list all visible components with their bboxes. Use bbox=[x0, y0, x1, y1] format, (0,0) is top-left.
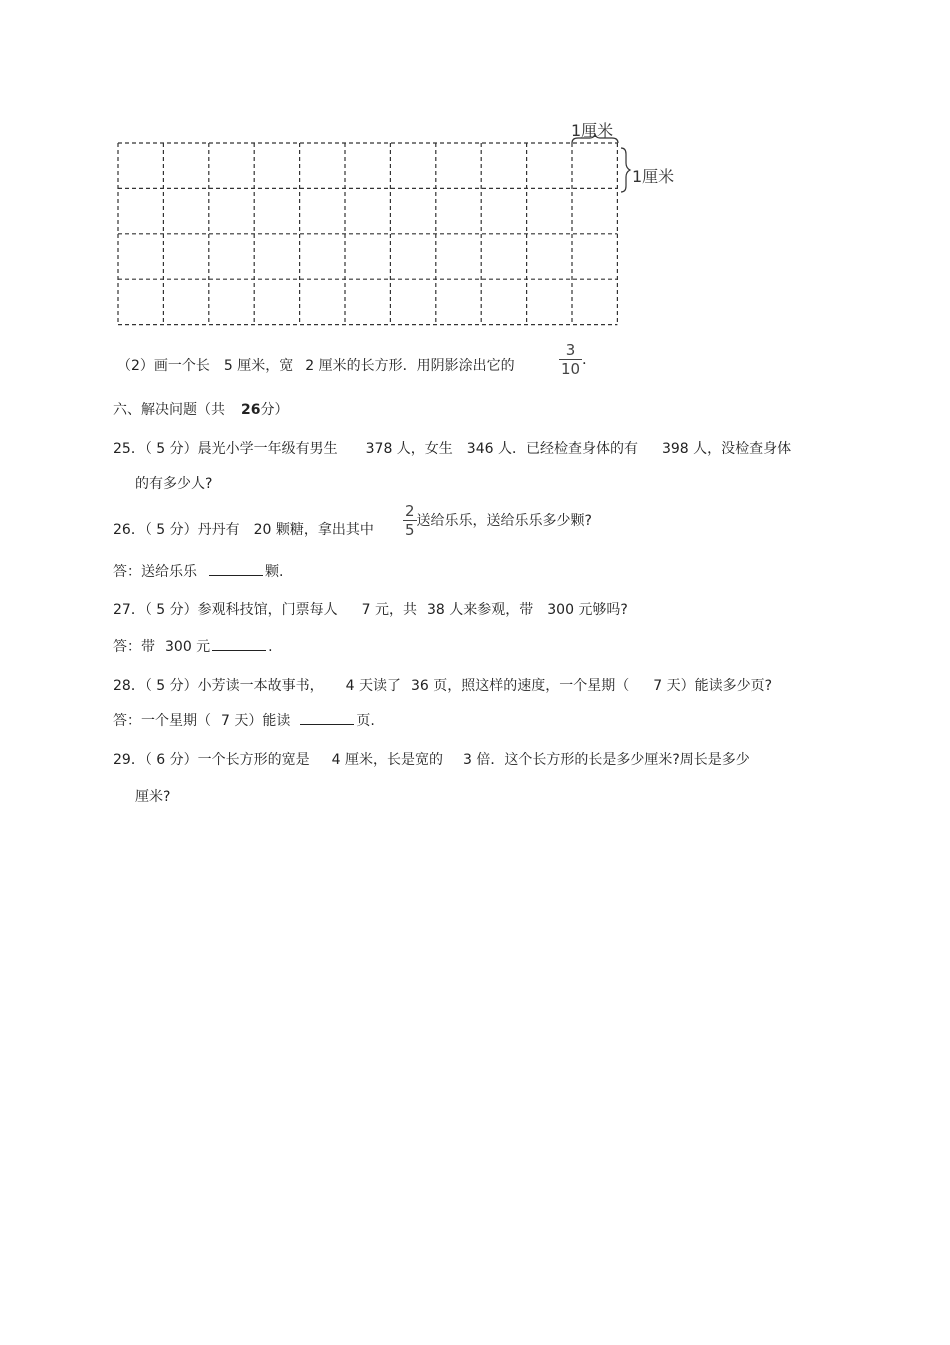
q26-answer-suffix: 颗. bbox=[265, 564, 284, 580]
q2-text-1: （2）画一个长 bbox=[117, 358, 210, 374]
q26-fraction-line bbox=[403, 504, 592, 538]
side-brace bbox=[621, 148, 630, 192]
q28-text-2: 4 天读了 bbox=[345, 678, 401, 694]
q27-answer-amount: 300 元 bbox=[165, 639, 211, 655]
q28-answer-blank[interactable] bbox=[300, 712, 354, 725]
q27-text-1: 27．（ 5 分）参观科技馆，门票每人 bbox=[113, 602, 338, 618]
q27-answer-prefix: 答：带 bbox=[113, 639, 155, 655]
question-28-answer bbox=[113, 710, 375, 730]
q25-text-3: 346 人．已经检查身体的有 bbox=[466, 441, 638, 457]
section-6-title: 六、解决问题（共 bbox=[113, 402, 225, 418]
q2-tail: ． bbox=[582, 352, 597, 368]
dashed-grid-figure bbox=[0, 0, 720, 340]
q2-frac-den: 10 bbox=[561, 360, 581, 378]
question-26-answer bbox=[113, 561, 283, 581]
q2-fraction bbox=[559, 343, 596, 377]
q27-text-2: 7 元，共 bbox=[361, 602, 417, 618]
q29-text-2: 4 厘米，长是宽的 bbox=[331, 752, 443, 768]
q26-frac-num: 2 bbox=[405, 502, 415, 520]
q28-answer-suffix: 页. bbox=[356, 713, 375, 729]
q27-text-3: 38 人来参观，带 bbox=[426, 602, 534, 618]
q28-text-1: 28．（ 5 分）小芳读一本故事书， bbox=[113, 678, 324, 694]
q28-text-4: 7 天）能读多少页? bbox=[653, 678, 773, 694]
section-6-suffix: 分） bbox=[260, 402, 289, 418]
q27-answer-blank[interactable] bbox=[212, 638, 266, 651]
question-29-line-1 bbox=[113, 749, 750, 769]
q25-text-1: 25．（ 5 分）晨光小学一年级有男生 bbox=[113, 441, 338, 457]
question-25-line-2: 的有多少人? bbox=[135, 476, 213, 492]
grid-label-top: 1厘米 bbox=[571, 121, 614, 140]
section-6-points: 26 bbox=[241, 402, 261, 418]
question-28-line bbox=[113, 675, 772, 695]
question-26-line bbox=[113, 519, 374, 539]
question-25-line-1 bbox=[113, 438, 791, 458]
q27-text-4: 300 元够吗? bbox=[547, 602, 628, 618]
q2-frac-num: 3 bbox=[565, 341, 576, 359]
question-27-answer bbox=[113, 636, 273, 656]
q27-answer-suffix: . bbox=[268, 639, 273, 655]
section-6-heading bbox=[113, 399, 288, 419]
question-27-line bbox=[113, 599, 628, 619]
q26-answer-blank[interactable] bbox=[209, 563, 263, 576]
q26-text-3: 送给乐乐，送给乐乐多少颗? bbox=[416, 513, 592, 529]
q25-text-2: 378 人，女生 bbox=[365, 441, 453, 457]
q29-text-1: 29．（ 6 分）一个长方形的宽是 bbox=[113, 752, 310, 768]
q26-answer-prefix: 答：送给乐乐 bbox=[113, 564, 197, 580]
q26-text-1: 26．（ 5 分）丹丹有 bbox=[113, 522, 240, 538]
q25-text-4: 398 人，没检查身体 bbox=[661, 441, 792, 457]
q2-text-2: 5 厘米，宽 bbox=[223, 358, 294, 374]
q29-text-3: 3 倍．这个长方形的长是多少厘米?周长是多少 bbox=[462, 752, 750, 768]
q28-answer-prefix: 答：一个星期（ bbox=[113, 713, 211, 729]
question-29-line-2: 厘米? bbox=[135, 789, 171, 805]
q28-answer-mid: 7 天）能读 bbox=[221, 713, 291, 729]
question-2-line bbox=[117, 355, 515, 375]
q2-text-3: 2 厘米的长方形．用阴影涂出它的 bbox=[305, 358, 515, 374]
q28-text-3: 36 页，照这样的速度，一个星期（ bbox=[410, 678, 630, 694]
q26-frac-den: 5 bbox=[405, 521, 415, 539]
grid-label-side: 1厘米 bbox=[632, 167, 675, 186]
q26-text-2: 20 颗糖，拿出其中 bbox=[253, 522, 374, 538]
